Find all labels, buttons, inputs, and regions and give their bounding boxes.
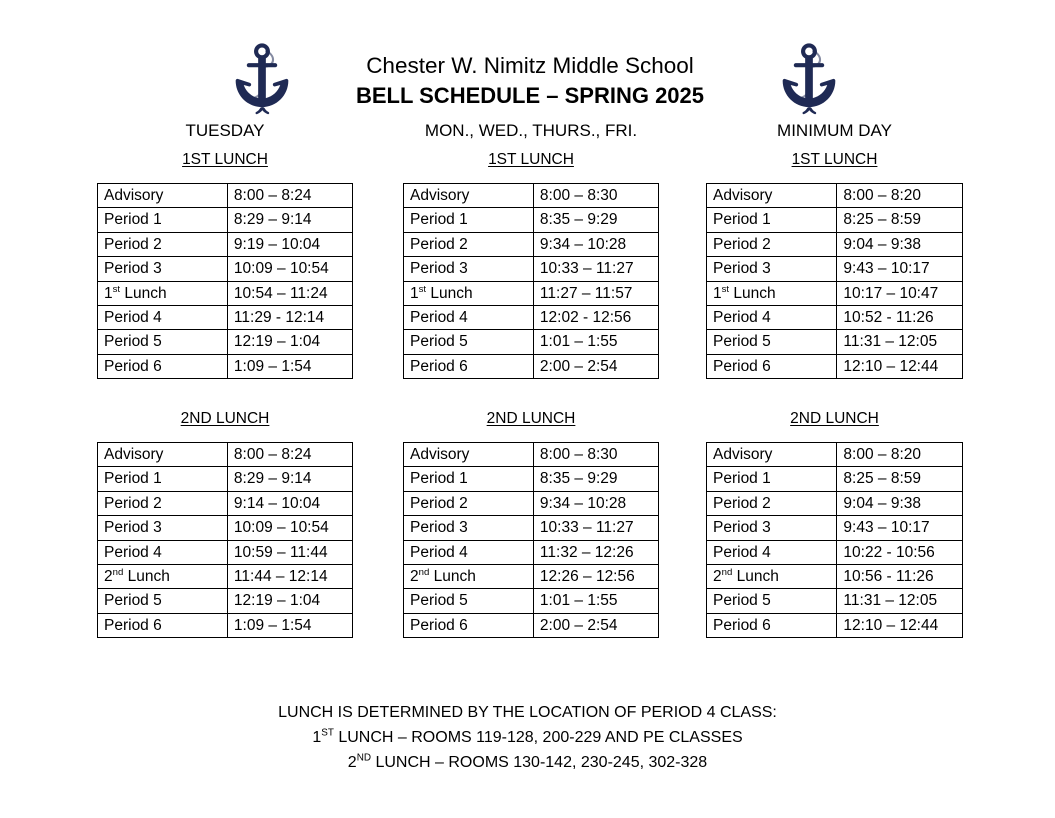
footer-note [0,700,1055,775]
footer-line-2-text: LUNCH – ROOMS 119-128, 200-229 AND PE CLASSES [333,729,743,746]
table-row [98,589,353,613]
period-time: 8:00 – 8:24 [227,443,352,467]
table-row [404,613,659,637]
period-label: Period 6 [707,354,837,378]
period-time: 8:00 – 8:20 [837,184,963,208]
period-label: Period 4 [98,540,228,564]
table-row [98,565,353,589]
table-row [404,257,659,281]
period-time: 10:52 - 11:26 [837,306,963,330]
day-label-minimum-day: MINIMUM DAY [777,121,892,140]
table-row [98,467,353,491]
period-label: Period 3 [404,516,534,540]
table-row [404,184,659,208]
period-time: 1:01 – 1:55 [533,589,658,613]
table-row [404,443,659,467]
table-row [707,589,963,613]
period-time: 8:29 – 9:14 [227,467,352,491]
table-row [707,257,963,281]
period-label-ordinal: nd [721,566,733,578]
section-heading: 2ND LUNCH [486,410,576,427]
period-label-number: 2 [713,568,722,586]
schedule-table [706,183,963,379]
period-label [404,565,534,589]
period-time: 9:04 – 9:38 [837,232,963,256]
anchor-icon [773,42,845,116]
period-time: 9:43 – 10:17 [837,516,963,540]
table-row [707,516,963,540]
period-label: Period 2 [707,232,837,256]
period-label: Period 3 [98,516,228,540]
table-row [404,354,659,378]
table-row [404,516,659,540]
section-heading: 1ST LUNCH [488,151,574,168]
period-time: 8:25 – 8:59 [837,208,963,232]
day-label-row [0,118,1055,144]
day-label-mon-wed-thurs-fri: MON., WED., THURS., FRI. [424,121,638,140]
period-label: Advisory [707,184,837,208]
period-label-number: 2 [104,568,113,586]
period-time: 9:34 – 10:28 [533,232,658,256]
schedule-table [97,183,353,379]
period-time: 10:33 – 11:27 [533,257,658,281]
period-label: Advisory [404,184,534,208]
period-time: 11:31 – 12:05 [837,589,963,613]
table-row [404,306,659,330]
table-row [98,257,353,281]
table-row [98,443,353,467]
period-time: 11:29 - 12:14 [227,306,352,330]
table-row [404,281,659,305]
period-label: Period 6 [404,613,534,637]
schedule-column-tuesday [97,150,353,379]
period-time: 12:02 - 12:56 [533,306,658,330]
footer-line-2-number: 1 [312,729,322,746]
period-label-number: 1 [713,284,722,302]
table-row [98,208,353,232]
schedule-column-tuesday [97,409,353,638]
table-row [707,540,963,564]
schedule-table [97,442,353,638]
period-time: 12:10 – 12:44 [837,354,963,378]
schedule-table [403,442,659,638]
period-label: Period 3 [707,257,837,281]
period-time: 8:00 – 8:30 [533,184,658,208]
schedule-table [403,183,659,379]
period-label-ordinal: st [418,283,427,295]
period-time: 9:04 – 9:38 [837,491,963,515]
period-label: Period 5 [98,589,228,613]
period-time: 12:19 – 1:04 [227,589,352,613]
schedule-column-minimum-day [706,150,963,379]
period-label: Period 1 [98,467,228,491]
day-label-tuesday: TUESDAY [185,121,265,140]
schedule-column-mon-wed-thurs-fri [403,409,659,638]
period-label-text: Lunch [732,568,779,586]
table-row [404,491,659,515]
table-row [404,565,659,589]
period-label-text: Lunch [120,284,167,302]
period-label-ordinal: nd [418,566,430,578]
period-label: Period 4 [98,306,228,330]
table-row [404,467,659,491]
period-time: 1:09 – 1:54 [227,613,352,637]
footer-line-3-ordinal: ND [356,752,372,764]
table-row [707,354,963,378]
period-label-ordinal: nd [112,566,124,578]
footer-line-3 [0,750,1055,775]
period-label [404,281,534,305]
period-label-ordinal: st [112,283,121,295]
period-label: Period 4 [404,306,534,330]
period-label: Period 2 [404,232,534,256]
period-time: 12:10 – 12:44 [837,613,963,637]
period-time: 2:00 – 2:54 [533,613,658,637]
period-time: 11:31 – 12:05 [837,330,963,354]
period-label: Period 3 [404,257,534,281]
schedule-column-minimum-day [706,409,963,638]
period-label: Period 2 [707,491,837,515]
period-label: Period 3 [707,516,837,540]
period-label: Period 5 [404,330,534,354]
period-label-number: 2 [410,568,419,586]
period-label [98,565,228,589]
period-label: Period 1 [98,208,228,232]
table-row [98,613,353,637]
period-label: Period 1 [707,467,837,491]
period-time: 9:14 – 10:04 [227,491,352,515]
table-row [707,491,963,515]
period-label: Period 1 [404,208,534,232]
school-name: Chester W. Nimitz Middle School [366,53,694,78]
section-heading: 2ND LUNCH [180,410,270,427]
period-label: Period 5 [707,330,837,354]
period-label: Period 1 [707,208,837,232]
table-row [707,281,963,305]
period-time: 10:22 - 10:56 [837,540,963,564]
table-row [707,208,963,232]
table-row [98,330,353,354]
period-label [98,281,228,305]
table-row [707,443,963,467]
period-label-text: Lunch [429,568,476,586]
table-row [404,232,659,256]
period-label: Period 5 [707,589,837,613]
period-label: Period 6 [404,354,534,378]
period-time: 12:26 – 12:56 [533,565,658,589]
table-row [98,184,353,208]
page-header [0,42,1055,142]
period-time: 2:00 – 2:54 [533,354,658,378]
period-time: 12:19 – 1:04 [227,330,352,354]
period-label-ordinal: st [721,283,730,295]
period-time: 10:54 – 11:24 [227,281,352,305]
period-time: 8:00 – 8:20 [837,443,963,467]
period-label-text: Lunch [729,284,776,302]
period-label: Period 6 [707,613,837,637]
period-time: 10:17 – 10:47 [837,281,963,305]
period-time: 8:35 – 9:29 [533,467,658,491]
table-row [404,330,659,354]
period-time: 9:43 – 10:17 [837,257,963,281]
period-time: 11:44 – 12:14 [227,565,352,589]
period-label [707,281,837,305]
table-row [98,281,353,305]
page-title: BELL SCHEDULE – SPRING 2025 [355,83,705,108]
table-row [98,354,353,378]
table-row [98,491,353,515]
period-label: Advisory [98,443,228,467]
footer-line-2 [0,725,1055,750]
period-label: Period 4 [707,540,837,564]
section-heading: 1ST LUNCH [791,151,878,168]
footer-line-3-text: LUNCH – ROOMS 130-142, 230-245, 302-328 [371,754,708,771]
title-block [320,52,740,110]
period-time: 8:25 – 8:59 [837,467,963,491]
footer-line-3-number: 2 [347,754,357,771]
period-time: 10:59 – 11:44 [227,540,352,564]
table-row [707,184,963,208]
table-row [707,306,963,330]
period-label-text: Lunch [426,284,473,302]
period-label: Period 3 [98,257,228,281]
period-time: 9:19 – 10:04 [227,232,352,256]
table-row [404,589,659,613]
period-time: 8:35 – 9:29 [533,208,658,232]
period-label [707,565,837,589]
period-label-number: 1 [410,284,419,302]
period-time: 10:33 – 11:27 [533,516,658,540]
period-label-number: 1 [104,284,113,302]
period-time: 11:32 – 12:26 [533,540,658,564]
period-label: Period 5 [98,330,228,354]
period-time: 10:09 – 10:54 [227,516,352,540]
schedule-column-mon-wed-thurs-fri [403,150,659,379]
section-heading: 1ST LUNCH [182,151,268,168]
period-time: 8:00 – 8:24 [227,184,352,208]
table-row [707,613,963,637]
table-row [707,330,963,354]
period-label: Advisory [404,443,534,467]
period-time: 10:56 - 11:26 [837,565,963,589]
period-label: Period 6 [98,613,228,637]
table-row [98,306,353,330]
period-label: Period 1 [404,467,534,491]
period-time: 8:29 – 9:14 [227,208,352,232]
schedule-table [706,442,963,638]
table-row [98,516,353,540]
footer-line-1: LUNCH IS DETERMINED BY THE LOCATION OF PERIOD 4 CLASS: [278,704,777,721]
period-label-text: Lunch [123,568,170,586]
table-row [404,208,659,232]
period-time: 9:34 – 10:28 [533,491,658,515]
period-time: 1:01 – 1:55 [533,330,658,354]
anchor-icon [226,42,298,116]
period-label: Period 5 [404,589,534,613]
period-label: Advisory [707,443,837,467]
period-time: 8:00 – 8:30 [533,443,658,467]
period-label: Period 6 [98,354,228,378]
period-time: 1:09 – 1:54 [227,354,352,378]
period-label: Period 2 [404,491,534,515]
period-label: Period 2 [98,232,228,256]
period-time: 11:27 – 11:57 [533,281,658,305]
table-row [707,232,963,256]
table-row [98,540,353,564]
period-time: 10:09 – 10:54 [227,257,352,281]
footer-line-2-ordinal: ST [321,727,334,739]
section-heading: 2ND LUNCH [790,410,879,427]
period-label: Period 4 [404,540,534,564]
table-row [707,565,963,589]
table-row [404,540,659,564]
period-label: Period 2 [98,491,228,515]
period-label: Period 4 [707,306,837,330]
table-row [707,467,963,491]
period-label: Advisory [98,184,228,208]
table-row [98,232,353,256]
